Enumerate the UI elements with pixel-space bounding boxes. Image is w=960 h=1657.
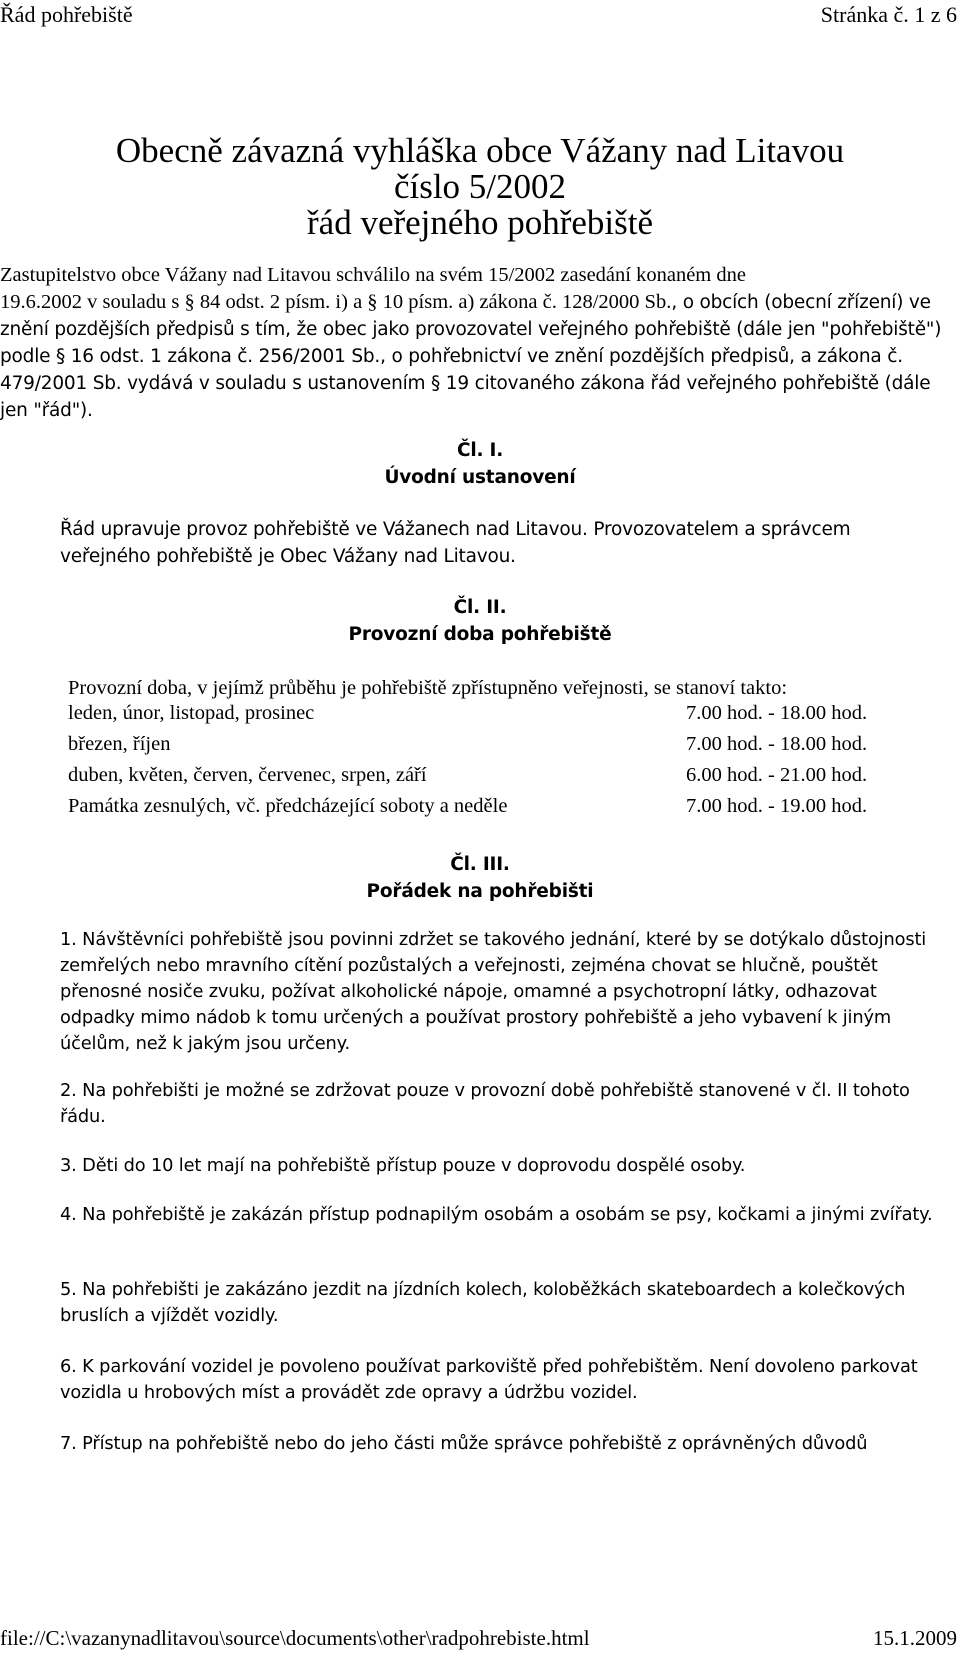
title-line-2: číslo 5/2002 bbox=[393, 167, 567, 206]
article-3-heading bbox=[0, 851, 960, 905]
intro-paragraph bbox=[0, 262, 955, 424]
schedule-period: březen, říjen bbox=[68, 733, 171, 755]
article-2-number: Čl. II. bbox=[453, 597, 507, 618]
print-footer bbox=[0, 1626, 957, 1654]
rule-item: 3. Děti do 10 let mají na pohřebiště přístup pouze v doprovodu dospělé osoby. bbox=[60, 1155, 746, 1176]
print-header bbox=[0, 2, 957, 30]
article-1-number: Čl. I. bbox=[456, 440, 504, 461]
article-2-heading bbox=[0, 594, 960, 648]
header-page-number: Stránka č. 1 z 6 bbox=[820, 2, 957, 27]
schedule-hours: 7.00 hod. - 18.00 hod. bbox=[686, 733, 868, 755]
article-3-title: Pořádek na pohřebišti bbox=[366, 881, 594, 902]
schedule-row bbox=[68, 702, 908, 732]
schedule-hours: 6.00 hod. - 21.00 hod. bbox=[686, 764, 868, 786]
schedule-row bbox=[68, 733, 908, 763]
title-line-1: Obecně závazná vyhláška obce Vážany nad Litavou bbox=[115, 131, 845, 170]
rule-item: 5. Na pohřebišti je zakázáno jezdit na jízdních kolech, koloběžkách skateboardech a kolečkových bruslích a vjíždět vozidly. bbox=[60, 1279, 906, 1326]
header-document-name: Řád pohřebiště bbox=[0, 2, 133, 27]
article-2-title: Provozní doba pohřebiště bbox=[348, 624, 612, 645]
schedule-period: duben, květen, červen, červenec, srpen, září bbox=[68, 764, 427, 786]
schedule-period: leden, únor, listopad, prosinec bbox=[68, 702, 315, 724]
title-line-3: řád veřejného pohřebiště bbox=[307, 203, 653, 242]
article-3-number: Čl. III. bbox=[450, 854, 510, 875]
rule-item: 6. K parkování vozidel je povoleno používat parkoviště před pohřebištěm. Není dovoleno parkovat vozidla u hrobových míst a provádět zde opravy a údržbu vozidel. bbox=[60, 1356, 918, 1403]
article-1-heading bbox=[0, 437, 960, 491]
rule-item: 7. Přístup na pohřebiště nebo do jeho části může správce pohřebiště z oprávněných důvodů bbox=[60, 1433, 868, 1454]
schedule-hours: 7.00 hod. - 18.00 hod. bbox=[686, 702, 868, 724]
rule-item: 1. Návštěvníci pohřebiště jsou povinni zdržet se takového jednání, které by se dotýkalo důstojnosti zemřelých nebo mravního cítění pozůstalých a veřejnosti, zejména chovat se hlučně, pouštět přenosné nosiče zvuku, požívat alkoholické nápoje, omamné a psychotropní látky, odhazovat odpadky mimo nádob k tomu určených a používat prostory pohřebiště a jeho vybavení k jiným účelům, než k jakým jsou určeny. bbox=[60, 929, 927, 1054]
schedule-row bbox=[68, 764, 908, 794]
rule-item: 4. Na pohřebiště je zakázán přístup podnapilým osobám a osobám se psy, kočkami a jinými zvířaty. bbox=[60, 1204, 933, 1225]
document-title bbox=[0, 133, 960, 241]
schedule-hours: 7.00 hod. - 19.00 hod. bbox=[686, 795, 868, 817]
footer-file-path: file://C:\vazanynadlitavou\source\documents\other\radpohrebiste.html bbox=[0, 1626, 590, 1650]
schedule-period: Památka zesnulých, vč. předcházející soboty a neděle bbox=[68, 795, 508, 817]
schedule-row bbox=[68, 795, 908, 825]
rule-item: 2. Na pohřebišti je možné se zdržovat pouze v provozní době pohřebiště stanovené v čl. II tohoto řádu. bbox=[60, 1080, 910, 1127]
intro-serif-text: Zastupitelstvo obce Vážany nad Litavou schválilo na svém 15/2002 zasedání konaném dne 19.6.2002 v souladu s § 84 odst. 2 písm. i) a § 10 písm. a) zákona č. 128/2000 Sb. bbox=[0, 264, 746, 313]
footer-print-date: 15.1.2009 bbox=[873, 1626, 957, 1650]
intro-sans-text: , o obcích (obecní zřízení) ve znění pozdějších předpisů s tím, že obec jako provozovatel veřejného pohřebiště (dále jen "pohřebiště") podle § 16 odst. 1 zákona č. 256/2001 Sb., o pohřebnictví ve znění pozdějších předpisů, a zákona č. 479/2001 Sb. vydává v souladu s ustanovením § 19 citovaného zákona řád veřejného pohřebiště (dále jen "řád"). bbox=[0, 292, 942, 421]
article-1-text: Řád upravuje provoz pohřebiště ve Vážanech nad Litavou. Provozovatelem a správcem veřejného pohřebiště je Obec Vážany nad Litavou. bbox=[60, 519, 851, 567]
article-1-title: Úvodní ustanovení bbox=[384, 467, 576, 488]
article-2-text: Provozní doba, v jejímž průběhu je pohřebiště zpřístupněno veřejnosti, se stanoví takto: bbox=[68, 677, 788, 699]
